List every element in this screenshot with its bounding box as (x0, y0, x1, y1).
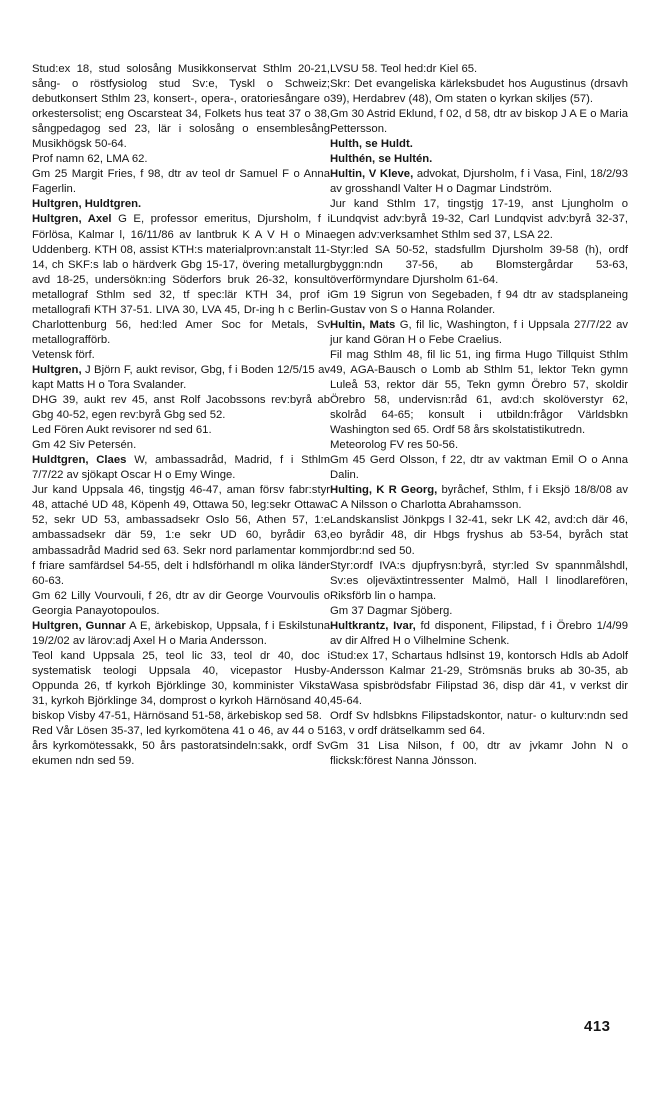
text-paragraph (330, 604, 628, 619)
entry-text: Landskanslist Jönkpgs l 32-41, sekr LK 42, avd:ch där 46, eo byrådir 48, dir Hbgs fryshus ab 53-54, byråch stat jordbr:nd sed 50. (330, 514, 628, 557)
entry-text: Stud:ex 17, Schartaus hdlsinst 19, kontorsch Hdls ab Adolf Andersson Kalmar 21-29, Strömsnäs bruks ab 30-35, ab Wasa spisbrödsfabr Filipstad 36, disp där 41, v verkst dir 45-64. (330, 649, 628, 707)
text-paragraph (330, 62, 628, 77)
entry-text: Jur kand Sthlm 17, tingstjg 17-19, anst Ljungholm o Lundqvist adv:byrå 19-32, Carl Lundqvist adv:byrå 32-37, egen adv:verksamhet Sthlm sed 37, LSA 22. (330, 198, 628, 241)
entry-paragraph (32, 619, 330, 649)
entry-text: G E, professor emeritus, Djursholm, f i Förlösa, Kalmar l, 16/11/86 av lantbruk K A V H o Mina Uddenberg. KTH 08, assist KTH:s materialprovn:anstalt 11-14, ch SKF:s lab o härdverk Gbg 15-17, övering metallurg avd 18-25, undersökn:ing Söderfors bruk 26-32, konsult metallograf Sthlm sed 32, tf spec:lär KTH 34, prof i metallografi KTH 37-51. LIVA 30, LVA 45, Dr-ing h c Berlin-Charlottenburg 56, hed:led Amer Soc for Metals, Sv metallografförb. (32, 213, 330, 346)
text-paragraph (32, 724, 330, 769)
text-paragraph (330, 348, 628, 438)
text-paragraph (330, 739, 628, 769)
entry-paragraph (330, 619, 628, 649)
entry-paragraph (32, 453, 330, 483)
entry-paragraph (330, 152, 628, 167)
entry-text: byråchef, Sthlm, f i Eksjö 18/8/08 av C A Nilsson o Charlotta Abrahamsson. (330, 484, 628, 512)
text-paragraph (330, 513, 628, 558)
text-paragraph (330, 438, 628, 453)
entry-paragraph (330, 137, 628, 152)
text-paragraph (32, 438, 330, 453)
right-column (330, 62, 628, 769)
entry-text: Vetensk förf. (32, 348, 95, 361)
entry-text: Led Fören Aukt revisorer nd sed 61. (32, 424, 212, 437)
entry-text: Meteorolog FV res 50-56. (330, 439, 459, 452)
text-paragraph (330, 197, 628, 242)
text-paragraph (32, 483, 330, 588)
entry-text: Fil mag Sthlm 48, fil lic 51, ing firma Hugo Tillquist Sthlm 49, AGA-Bausch o Lomb ab Sthlm 51, lektor Tekn gymn Luleå 53, rektor där 55, Tekn gymn Örebro 57, skoldir Örebro 58, undervisn:råd 61, avd:ch skolöverstyr 62, skolråd 64-65; konsult i utbildn:frågor Världsbkn Washington sed 65. Ordf 58 års skolstatistikutredn. (330, 348, 628, 437)
left-column (32, 62, 330, 769)
text-paragraph (32, 348, 330, 363)
entry-text: Ordf Sv hdlsbkns Filipstadskontor, natur- o kulturv:ndn sed 63, v ordf drätselkamm sed 64. (330, 710, 628, 738)
entry-text: DHG 39, aukt rev 45, anst Rolf Jacobssons rev:byrå ab Gbg 40-52, egen rev:byrå Gbg sed 52. (32, 394, 330, 422)
text-paragraph (330, 709, 628, 739)
entry-heading: Hulting, K R Georg, (330, 484, 438, 497)
entry-text: Gm 31 Lisa Nilson, f 00, dtr av jvkamr John N o flicksk:förest Nanna Jönsson. (330, 740, 628, 768)
entry-text: LVSU 58. Teol hed:dr Kiel 65. (330, 63, 478, 75)
entry-text: Skr: Det evangeliska kärleksbudet hos Augustinus (drsavh 39), Herdabrev (48), Om staten o kyrkan skiljes (57). (330, 78, 628, 106)
entry-text: Gm 45 Gerd Olsson, f 22, dtr av vaktman Emil O o Anna Dalin. (330, 454, 628, 482)
entry-paragraph (32, 363, 330, 393)
text-paragraph (330, 77, 628, 107)
text-paragraph (32, 589, 330, 619)
entry-text: Stud:ex 18, stud solosång Musikkonservat Sthlm 20-21, sång- o röstfysiolog stud Sv:e, Tyskl o Schweiz; debutkonsert Sthlm 23, konsert-, opera-, oratoriesångare o orkestersolist; eng Oscarsteat 34, Folkets hus teat 37 o 38, sångpedagog sed 23, lär i solosång o ensemblesång Musikhögsk 50-64. (32, 63, 330, 151)
entry-text: A E, ärkebiskop, Uppsala, f i Eskilstuna 19/2/02 av lärov:adj Axel H o Maria Andersson. (32, 619, 331, 647)
text-paragraph (330, 649, 628, 709)
text-paragraph (330, 453, 628, 483)
text-paragraph (330, 288, 628, 318)
entry-text: fd disponent, Filipstad, f i Örebro 1/4/99 av dir Alfred H o Vilhelmine Schenk. (330, 619, 629, 647)
entry-text: Styr:led SA 50-52, stadsfullm Djursholm 39-58 (h), ordf byggn:ndn 37-56, ab Blomstergårdar 53-63, överförmyndare Djursholm 61-64. (330, 243, 628, 286)
entry-heading: Hultgren, Gunnar (32, 619, 126, 632)
entry-text: Gm 42 Siv Petersén. (32, 439, 137, 452)
entry-heading: Hultkrantz, Ivar, (330, 619, 416, 632)
entry-text: Gm 19 Sigrun von Segebaden, f 94 dtr av stadsplaneing Gustav von S o Hanna Rolander. (330, 288, 628, 316)
entry-text: Styr:ordf IVA:s djupfrysn:byrå, styr:led Sv spannmålshdl, Sv:es oljeväxtintressenter Malmö, Hall l linodlarefören, Riksförb lin o hampa. (330, 559, 628, 602)
entry-heading: Hultgren, Axel (32, 213, 112, 226)
entry-paragraph (32, 212, 330, 347)
text-paragraph (32, 152, 330, 167)
entry-text: se Hultén. (378, 153, 433, 166)
text-paragraph (330, 107, 628, 137)
entry-text: Gm 37 Dagmar Sjöberg. (330, 604, 453, 617)
entry-heading: Hultgren, (32, 363, 82, 376)
entry-text: Gm 25 Margit Fries, f 98, dtr av teol dr Samuel F o Anna Fagerlin. (32, 168, 330, 196)
text-paragraph (32, 649, 330, 724)
text-paragraph (32, 62, 330, 152)
text-paragraph (32, 423, 330, 438)
entry-text: se Huldt. (365, 138, 413, 151)
entry-paragraph (330, 318, 628, 348)
text-paragraph (32, 393, 330, 423)
text-paragraph (330, 559, 628, 604)
entry-text: G, fil lic, Washington, f i Uppsala 27/7/22 av jur kand Göran H o Febe Craelius. (330, 318, 629, 346)
entry-text: J Björn F, aukt revisor, Gbg, f i Boden 12/5/15 av kapt Matts H o Tora Svalander. (32, 363, 330, 391)
page-number: 413 (584, 1018, 611, 1035)
entry-paragraph (330, 167, 628, 197)
entry-heading: Hulthén, (330, 153, 376, 166)
text-paragraph (32, 167, 330, 197)
entry-paragraph (330, 483, 628, 513)
entry-text: Red Vår Lösen 35-37, led kyrkomötena 41 o 46, av 44 o 51 års kyrkomötessakk, 50 års pastoratsindeln:sakk, ordf Sv ekumen ndn sed 59. (32, 725, 330, 768)
entry-heading: Hultgren, Huldtgren. (32, 198, 142, 211)
entry-text: Prof namn 62, LMA 62. (32, 153, 148, 166)
entry-heading: Huldtgren, Claes (32, 454, 127, 467)
entry-text: W, ambassadråd, Madrid, f i Sthlm 7/7/22 av sjökapt Oscar H o Emy Winge. (32, 454, 331, 482)
entry-text: Teol kand Uppsala 25, teol lic 33, teol dr 40, doc i systematisk teologi Uppsala 40, vicepastor Husby-Oppunda 26, tf kyrkoh Björklinge 30, komminister Viksta 31, kyrkoh Björklinge 34, domprost o kyrkoh Härnösand 40, biskop Visby 47-51, Härnösand 51-58, ärkebiskop sed 58. (32, 649, 330, 723)
text-paragraph (330, 243, 628, 288)
entry-text: advokat, Djursholm, f i Vasa, Finl, 18/2/93 av grosshandl Valter H o Dagmar Lindström. (330, 168, 628, 196)
entry-heading: Hulth, (330, 138, 362, 151)
entry-text: Jur kand Uppsala 46, tingstjg 46-47, aman försv fabr:styr 48, attaché UD 48, Köpenh 49, Ottawa 50, leg:sekr Ottawa 52, sekr UD 53, ambassadsekr Oslo 56, Athen 57, 1:e ambassadsekr där 59, 1:e sekr UD 60, byrådir 63, ambassadråd Madrid sed 63. Sekr nord parlamentar komm f friare samfärdsel 54-55, delt i hdlsförhandl m olika länder 60-63. (32, 484, 330, 587)
entry-heading: Hultin, V Kleve, (330, 168, 414, 181)
entry-text: Gm 30 Astrid Eklund, f 02, d 58, dtr av biskop J A E o Maria Pettersson. (330, 108, 628, 136)
entry-paragraph (32, 197, 330, 212)
entry-heading: Hultin, Mats (330, 318, 396, 331)
entry-text: Gm 62 Lilly Vourvouli, f 26, dtr av dir George Vourvoulis o Georgia Panayotopoulos. (32, 589, 330, 617)
